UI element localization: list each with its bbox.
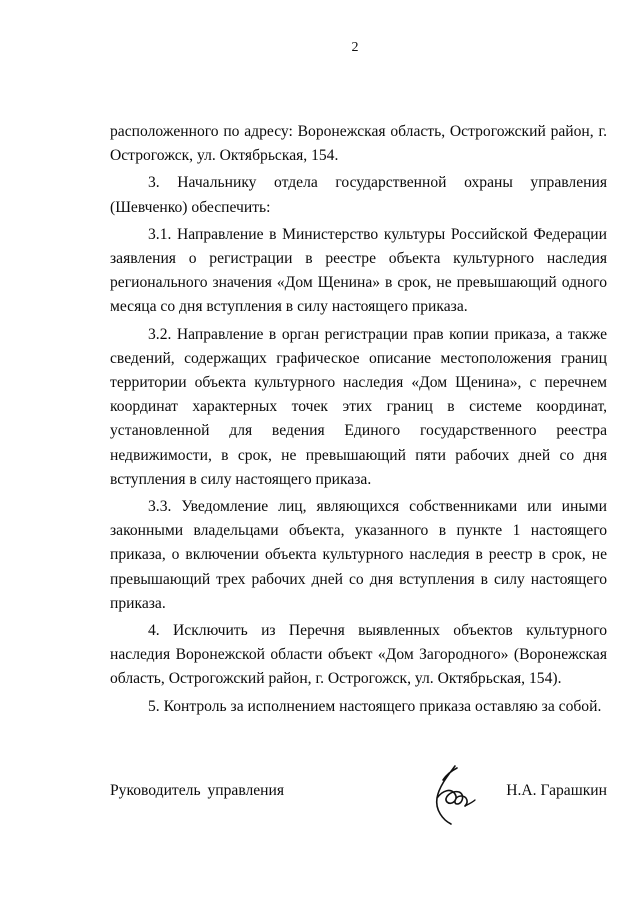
document-body	[110, 120, 607, 719]
paragraph-item-3-3: 3.3. Уведомление лиц, являющихся собственниками или иными законными владельцами объекта, указанного в пункте 1 настоящего приказа, о включении объекта культурного наследия в реестр в срок, не превышающий трех рабочих дней со дня вступления в силу настоящего приказа.	[110, 498, 607, 612]
signatory-position: Руководитель управления	[110, 782, 285, 799]
paragraph-address-continuation: расположенного по адресу: Воронежская область, Острогожский район, г. Острогожск, ул. Октябрьская, 154.	[110, 123, 607, 165]
paragraph-item-5: 5. Контроль за исполнением настоящего приказа оставляю за собой.	[148, 697, 602, 715]
paragraph-item-3-2: 3.2. Направление в орган регистрации прав копии приказа, а также сведений, содержащих графическое описание местоположения границ территории объекта культурного наследия «Дом Щенина», с перечнем координат характерных точек этих границ в системе координат, установленной для ведения Единого государственного реестра недвижимости, в срок, не превышающий пяти рабочих дней со дня вступления в силу настоящего приказа.	[110, 325, 607, 488]
paragraph-item-3: 3. Начальнику отдела государственной охраны управления (Шевченко) обеспечить:	[110, 174, 607, 216]
paragraph-item-3-1: 3.1. Направление в Министерство культуры Российской Федерации заявления о регистрации в реестре объекта культурного наследия регионального значения «Дом Щенина» в срок, не превышающий одного месяца со дня вступления в силу настоящего приказа.	[110, 225, 607, 316]
page-number: 2	[351, 40, 359, 55]
paragraph-item-4: 4. Исключить из Перечня выявленных объектов культурного наследия Воронежской области объект «Дом Загородного» (Воронежская область, Острогожский район, г. Острогожск, ул. Октябрьская, 154).	[110, 622, 607, 688]
signatory-name: Н.А. Гарашкин	[506, 782, 607, 799]
signature-block	[110, 782, 607, 812]
handwritten-signature	[425, 760, 477, 830]
